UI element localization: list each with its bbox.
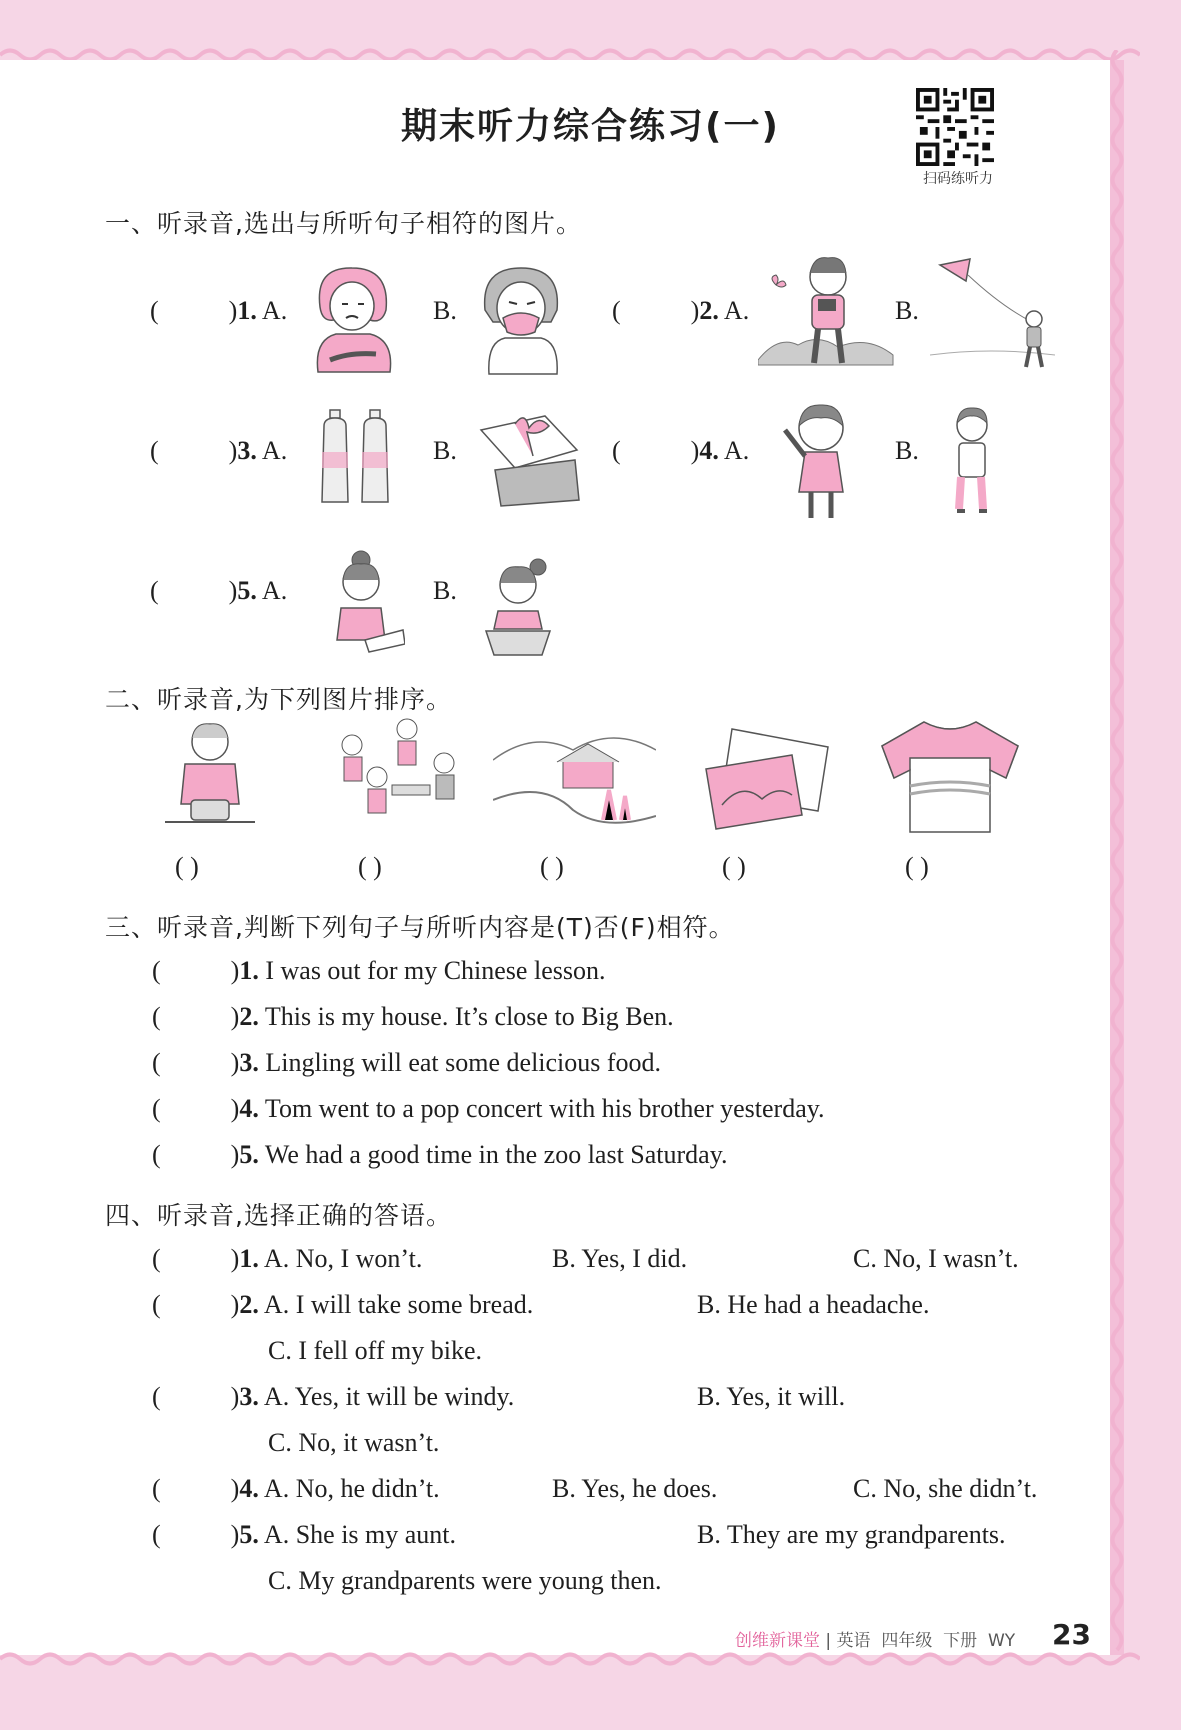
- woman-stomachache-image[interactable]: [300, 262, 405, 374]
- answer-blank-2[interactable]: ( ): [358, 852, 382, 881]
- s4-q4: ( )4. A. No, he didn’t.: [152, 1474, 440, 1503]
- wavy-border-right: [1106, 50, 1128, 1660]
- village-scenery-image[interactable]: [493, 720, 656, 832]
- s4-q5: ( )5. A. She is my aunt.: [152, 1520, 457, 1549]
- postcards-image[interactable]: [702, 725, 830, 833]
- footer-info: 创维新课堂 | 英语 四年级 下册 WY: [735, 1631, 1016, 1651]
- girl-sneezing-image[interactable]: [475, 262, 570, 377]
- qr-caption: 扫码练听力: [923, 171, 993, 187]
- s1-q2: ( )2. A.: [612, 296, 750, 325]
- children-playing-image[interactable]: [332, 715, 467, 830]
- gift-box-image[interactable]: [475, 410, 585, 508]
- s3-q1: ( )1. I was out for my Chinese lesson.: [152, 956, 606, 985]
- section4-heading: 四、听录音,选择正确的答语。: [105, 1201, 452, 1230]
- s1-q2-b-label: B.: [895, 296, 919, 325]
- s3-q2: ( )2. This is my house. It’s close to Big Ben.: [152, 1002, 674, 1031]
- girl-waving-image[interactable]: [775, 400, 865, 525]
- section1-heading: 一、听录音,选出与所听句子相符的图片。: [105, 209, 582, 238]
- s1-q1-b-label: B.: [433, 296, 457, 325]
- answer-paren-open[interactable]: (: [612, 436, 621, 465]
- s3-q4: ( )4. Tom went to a pop concert with his brother yesterday.: [152, 1094, 825, 1123]
- s4-q2-b: B. He had a headache.: [697, 1290, 930, 1319]
- s3-q5: ( )5. We had a good time in the zoo last Saturday.: [152, 1140, 728, 1169]
- s4-q1-c: C. No, I wasn’t.: [853, 1244, 1019, 1273]
- boy-flying-kite-image[interactable]: [930, 255, 1055, 380]
- girl-washing-image[interactable]: [480, 555, 555, 660]
- page-title: 期末听力综合练习(一): [401, 106, 780, 147]
- qr-code-icon[interactable]: [915, 88, 995, 166]
- s1-q5: ( )5. A.: [150, 576, 288, 605]
- answer-paren-open[interactable]: (: [150, 436, 159, 465]
- s4-q2-c: C. I fell off my bike.: [268, 1336, 482, 1365]
- answer-paren-open[interactable]: (: [150, 576, 159, 605]
- s4-q1: ( )1. A. No, I won’t.: [152, 1244, 423, 1273]
- section2-heading: 二、听录音,为下列图片排序。: [105, 685, 452, 714]
- water-bottles-image[interactable]: [318, 408, 400, 504]
- s4-q5-b: B. They are my grandparents.: [697, 1520, 1006, 1549]
- girl-writing-image[interactable]: [325, 548, 405, 658]
- section3-heading: 三、听录音,判断下列句子与所听内容是(T)否(F)相符。: [105, 913, 735, 942]
- s3-q3: ( )3. Lingling will eat some delicious food.: [152, 1048, 662, 1077]
- answer-blank-3[interactable]: ( ): [540, 852, 564, 881]
- tshirt-image[interactable]: [880, 718, 1020, 836]
- answer-paren-open[interactable]: (: [612, 296, 621, 325]
- s4-q3: ( )3. A. Yes, it will be windy.: [152, 1382, 515, 1411]
- answer-blank-1[interactable]: ( ): [175, 852, 199, 881]
- answer-blank-5[interactable]: ( ): [905, 852, 929, 881]
- s4-q5-c: C. My grandparents were young then.: [268, 1566, 662, 1595]
- answer-paren-open[interactable]: (: [150, 296, 159, 325]
- page-number: 23: [1052, 1618, 1091, 1651]
- s1-q4-b-label: B.: [895, 436, 919, 465]
- s1-q5-b-label: B.: [433, 576, 457, 605]
- s4-q3-b: B. Yes, it will.: [697, 1382, 846, 1411]
- girl-standing-image[interactable]: [945, 405, 1000, 523]
- answer-blank-4[interactable]: ( ): [722, 852, 746, 881]
- s4-q4-b: B. Yes, he does.: [552, 1474, 718, 1503]
- footer-brand: 创维新课堂: [735, 1631, 820, 1651]
- boy-taking-photo-image[interactable]: [758, 255, 898, 375]
- s1-q3: ( )3. A.: [150, 436, 288, 465]
- s1-q3-b-label: B.: [433, 436, 457, 465]
- s4-q2: ( )2. A. I will take some bread.: [152, 1290, 534, 1319]
- grandma-cooking-image[interactable]: [155, 720, 265, 830]
- s1-q4: ( )4. A.: [612, 436, 750, 465]
- s1-q1: ( )1. A.: [150, 296, 288, 325]
- s4-q1-b: B. Yes, I did.: [552, 1244, 688, 1273]
- s4-q3-c: C. No, it wasn’t.: [268, 1428, 440, 1457]
- s4-q4-c: C. No, she didn’t.: [853, 1474, 1038, 1503]
- wavy-border-bottom: [0, 1648, 1140, 1670]
